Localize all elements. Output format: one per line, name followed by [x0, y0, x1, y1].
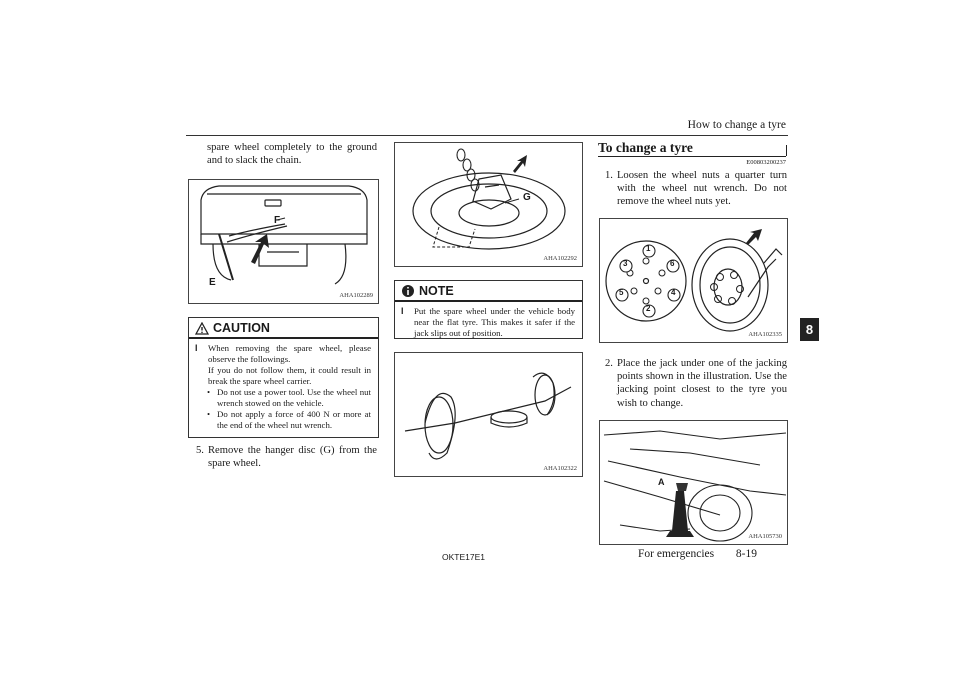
wheel-under-body-illustration [395, 353, 582, 476]
label-e: E [209, 277, 216, 288]
footer-doc-code: OKTE17E1 [442, 552, 485, 562]
label-f: F [274, 215, 281, 226]
bullet-mark: l [401, 306, 404, 316]
step-text: Place the jack under one of the jacking points shown in the illustration. Use the jacking point closest to the tyre you wish to change. [616, 358, 787, 409]
step-2 [605, 357, 787, 410]
caution-box [188, 317, 379, 438]
wheel-nut-label-1: 1 [646, 244, 651, 253]
figure-wheel-placement [394, 352, 583, 477]
section-underline-tick [786, 145, 787, 156]
section-underline [598, 156, 786, 157]
label-a: A [658, 477, 665, 487]
note-header [395, 281, 582, 300]
caution-text-1: When removing the spare wheel, please observe the followings. [208, 343, 371, 364]
wheel-nut-label-2: 2 [646, 304, 651, 313]
label-g: G [523, 192, 531, 203]
header-rule [186, 135, 788, 136]
step-number: 5. [196, 445, 204, 456]
figure-wheel-nuts [599, 218, 788, 343]
figure-code: AHA102322 [543, 465, 577, 472]
wheel-nut-label-5: 5 [619, 288, 624, 297]
note-box [394, 280, 583, 339]
wheel-nut-label-6: 6 [670, 259, 675, 268]
spare-wheel-illustration [395, 143, 582, 266]
wheel-nut-label-4: 4 [671, 288, 676, 297]
chapter-tab: 8 [800, 318, 819, 341]
section-code: E00803200237 [746, 159, 786, 166]
note-title: NOTE [419, 284, 454, 298]
step-number: 1. [605, 170, 613, 181]
caution-title: CAUTION [213, 321, 270, 335]
bullet-mark: l [195, 343, 198, 353]
caution-header [189, 318, 378, 337]
section-heading: To change a tyre [598, 140, 693, 155]
wheel-nut-label-3: 3 [623, 259, 628, 268]
caution-body: l When removing the spare wheel, please observe the followings. If you do not follow them, it could result in break the spare wheel carrier. • Do not use a power tool. Use the wheel nut wrench stowed on the vehicle. • Do not apply a force of 400 N or more at the end of the wheel nut wrench. [195, 343, 371, 430]
step-text: Loosen the wheel nuts a quarter turn with the wheel nut wrench. Do not remove the wheel nuts yet. [616, 170, 787, 208]
warning-triangle-icon [195, 322, 209, 335]
note-text: Put the spare wheel under the vehicle body near the flat tyre. This makes it safer if the jack slips out of position. [414, 306, 575, 338]
note-body [395, 305, 582, 344]
footer-section: For emergencies [638, 548, 715, 560]
tailgate-illustration [189, 180, 378, 303]
caution-bar [189, 337, 378, 339]
figure-code: AHA102289 [339, 292, 373, 299]
figure-tailgate [188, 179, 379, 304]
intro-text: spare wheel completely to the ground and to slack the chain. [207, 142, 377, 167]
note-info-icon [401, 284, 415, 298]
figure-hanger-disc [394, 142, 583, 267]
running-header: How to change a tyre [687, 119, 786, 131]
caution-subitem: Do not use a power tool. Use the wheel nut wrench stowed on the vehicle. [217, 387, 371, 408]
figure-code: AHA102292 [543, 255, 577, 262]
jacking-point-illustration [600, 421, 787, 544]
wheel-nut-order-illustration [600, 219, 787, 342]
note-bar [395, 300, 582, 302]
step-1 [605, 169, 787, 209]
figure-jacking-point [599, 420, 788, 545]
figure-code: AHA102335 [748, 331, 782, 338]
step-number: 2. [605, 358, 613, 369]
caution-text-2: If you do not follow them, it could result in break the spare wheel carrier. [208, 365, 371, 386]
caution-subitem: Do not apply a force of 400 N or more at the end of the wheel nut wrench. [217, 409, 371, 430]
figure-code: AHA105730 [748, 533, 782, 540]
footer-page-info [638, 548, 757, 560]
footer-page: 8-19 [735, 548, 757, 560]
step-text: Remove the hanger disc (G) from the spare wheel. [207, 445, 377, 470]
step-5 [196, 444, 377, 470]
